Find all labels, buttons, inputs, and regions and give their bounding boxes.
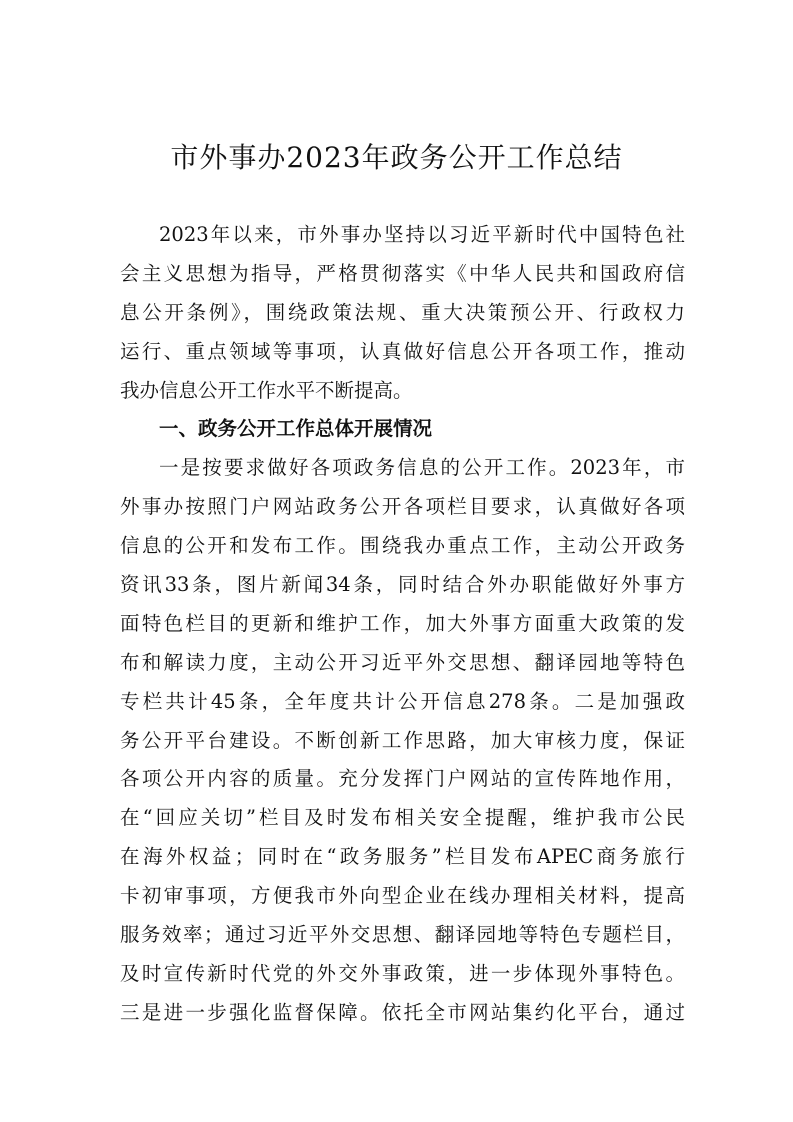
paragraph-line: 资讯33条，图片新闻34条，同时结合外办职能做好外事方 — [120, 573, 685, 597]
paragraph-line: 三是进一步强化监督保障。依托全市网站集约化平台，通过 — [120, 1000, 685, 1024]
paragraph-line: 及时宣传新时代党的外交外事政策，进一步体现外事特色。 — [120, 961, 685, 985]
paragraph-line: 务公开平台建设。不断创新工作思路，加大审核力度，保证 — [120, 728, 685, 752]
paragraph-line: 面特色栏目的更新和维护工作，加大外事方面重大政策的发 — [120, 611, 685, 635]
section-heading: 一、政务公开工作总体开展情况 — [159, 417, 433, 441]
paragraph-line: 在海外权益；同时在“政务服务”栏目发布APEC商务旅行 — [120, 845, 685, 869]
paragraph-line: 我办信息公开工作水平不断提高。 — [120, 378, 413, 402]
paragraph-line: 布和解读力度，主动公开习近平外交思想、翻译园地等特色 — [120, 650, 685, 674]
paragraph-line: 各项公开内容的质量。充分发挥门户网站的宣传阵地作用， — [120, 767, 685, 791]
paragraph-line: 外事办按照门户网站政务公开各项栏目要求，认真做好各项 — [120, 495, 685, 519]
paragraph-line: 运行、重点领域等事项，认真做好信息公开各项工作，推动 — [120, 339, 685, 363]
paragraph-line: 服务效率；通过习近平外交思想、翻译园地等特色专题栏目， — [120, 923, 685, 947]
paragraph-line: 在“回应关切”栏目及时发布相关安全提醒，维护我市公民 — [120, 806, 685, 830]
document-title: 市外事办2023年政务公开工作总结 — [170, 141, 623, 174]
document-body — [120, 216, 685, 1033]
paragraph-line: 信息的公开和发布工作。围绕我办重点工作，主动公开政务 — [120, 534, 685, 558]
paragraph-line: 息公开条例》，围绕政策法规、重大决策预公开、行政权力 — [120, 300, 685, 324]
paragraph-line: 会主义思想为指导，严格贯彻落实《中华人民共和国政府信 — [120, 261, 685, 285]
paragraph-line: 专栏共计45条，全年度共计公开信息278条。二是加强政 — [120, 689, 685, 713]
paragraph-line: 2023年以来，市外事办坚持以习近平新时代中国特色社 — [159, 223, 685, 246]
paragraph-line: 卡初审事项，方便我市外向型企业在线办理相关材料，提高 — [120, 884, 685, 908]
paragraph-line: 一是按要求做好各项政务信息的公开工作。2023年，市 — [159, 456, 685, 480]
